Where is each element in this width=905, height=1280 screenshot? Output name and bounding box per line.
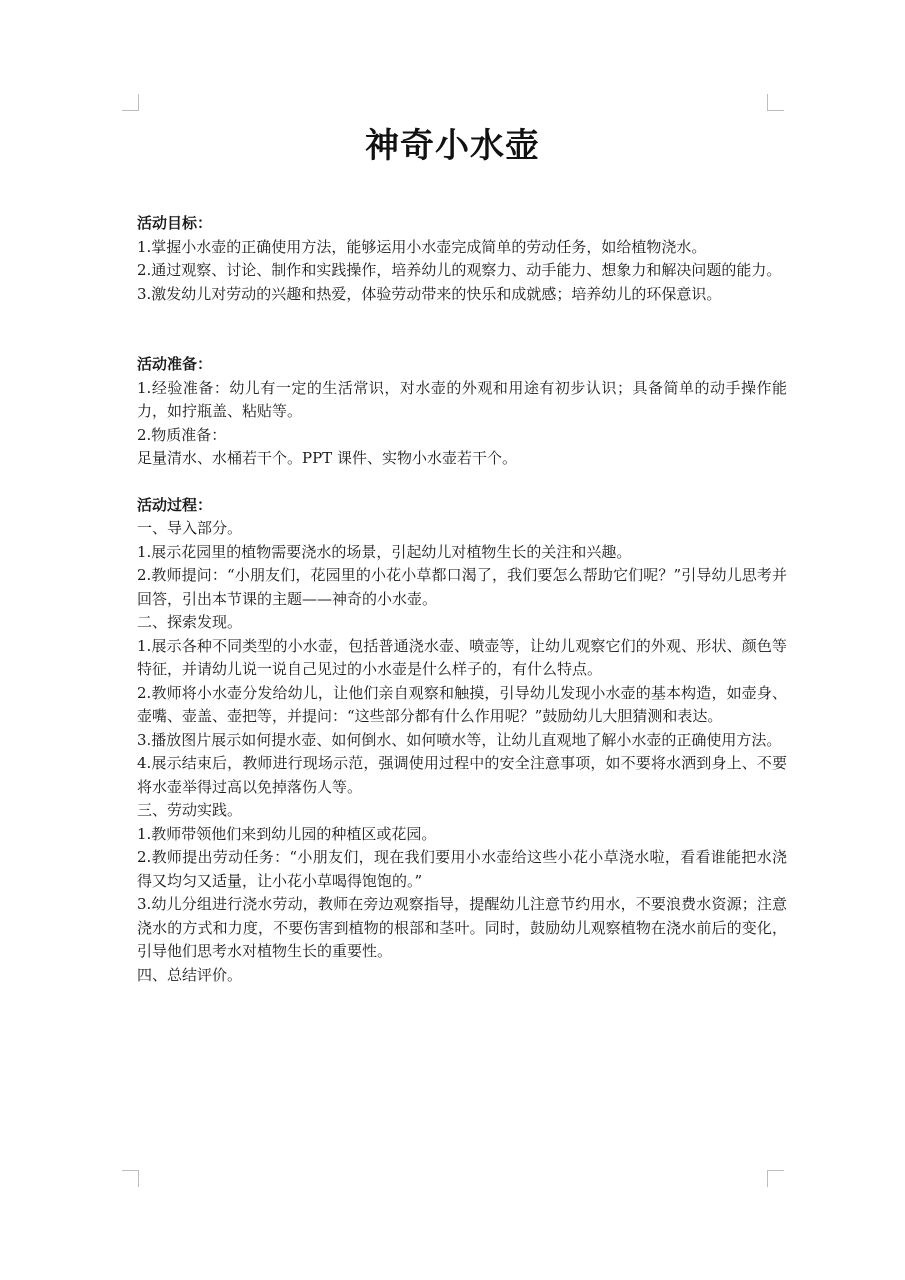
paragraph: 2.物质准备： xyxy=(137,425,227,444)
section-goals xyxy=(137,212,787,306)
crop-mark-top-right xyxy=(767,94,784,111)
paragraph: 1.经验准备：幼儿有一定的生活常识，对水壶的外观和用途有初步认识；具备简单的动手操作能力，如拧瓶盖、粘贴等。 xyxy=(137,378,787,420)
paragraph: 三、劳动实践。 xyxy=(137,801,243,819)
crop-mark-bottom-right xyxy=(767,1170,784,1187)
paragraph: 1.展示花园里的植物需要浇水的场景，引起幼儿对植物生长的关注和兴趣。 xyxy=(137,542,632,561)
paragraph: 2.通过观察、讨论、制作和实践操作，培养幼儿的观察力、动手能力、想象力和解决问题的能力。 xyxy=(137,261,782,279)
document-body xyxy=(137,212,787,987)
section-heading: 活动准备： xyxy=(137,355,213,373)
paragraph: 1.教师带领他们来到幼儿园的种植区或花园。 xyxy=(137,824,437,843)
paragraph: 3.幼儿分组进行浇水劳动，教师在旁边观察指导，提醒幼儿注意节约用水，不要浪费水资源；注意浇水的方式和力度，不要伤害到植物的根部和茎叶。同时，鼓励幼儿观察植物在浇水前后的变化，引导他们思考水对植物生长的重要性。 xyxy=(137,895,787,960)
paragraph: 1.展示各种不同类型的小水壶，包括普通浇水壶、喷壶等，让幼儿观察它们的外观、形状、颜色等特征，并请幼儿说一说自己见过的小水壶是什么样子的，有什么特点。 xyxy=(137,636,787,678)
paragraph: 二、探索发现。 xyxy=(137,613,243,631)
section-process xyxy=(137,494,787,988)
crop-mark-bottom-left xyxy=(122,1170,139,1187)
paragraph: 3.激发幼儿对劳动的兴趣和热爱，体验劳动带来的快乐和成就感；培养幼儿的环保意识。 xyxy=(137,284,722,303)
paragraph: 2.教师提出劳动任务：“小朋友们，现在我们要用小水壶给这些小花小草浇水啦，看看谁能把水浇得又均匀又适量，让小花小草喝得饱饱的。” xyxy=(137,848,787,890)
document-title: 神奇小水壶 xyxy=(365,126,540,166)
paragraph: 3.播放图片展示如何提水壶、如何倒水、如何喷水等，让幼儿直观地了解小水壶的正确使用方法。 xyxy=(137,730,782,749)
paragraph: 一、导入部分。 xyxy=(137,519,243,537)
crop-mark-top-left xyxy=(122,94,139,111)
section-preparation xyxy=(137,353,787,471)
section-heading: 活动过程： xyxy=(137,495,213,514)
paragraph: 足量清水、水桶若干个。PPT 课件、实物小水壶若干个。 xyxy=(137,449,517,467)
paragraph: 1.掌握小水壶的正确使用方法，能够运用小水壶完成简单的劳动任务，如给植物浇水。 xyxy=(137,237,707,256)
section-heading: 活动目标： xyxy=(137,214,213,232)
paragraph: 4.展示结束后，教师进行现场示范，强调使用过程中的安全注意事项，如不要将水洒到身上、不要将水壶举得过高以免掉落伤人等。 xyxy=(137,754,787,796)
paragraph: 四、总结评价。 xyxy=(137,965,243,984)
paragraph: 2.教师将小水壶分发给幼儿，让他们亲自观察和触摸，引导幼儿发现小水壶的基本构造，如壶身、壶嘴、壶盖、壶把等，并提问：“这些部分都有什么作用呢？”鼓励幼儿大胆猜测和表达。 xyxy=(137,683,787,725)
paragraph: 2.教师提问：“小朋友们，花园里的小花小草都口渴了，我们要怎么帮助它们呢？”引导幼儿思考并回答，引出本节课的主题——神奇的小水壶。 xyxy=(137,566,787,608)
